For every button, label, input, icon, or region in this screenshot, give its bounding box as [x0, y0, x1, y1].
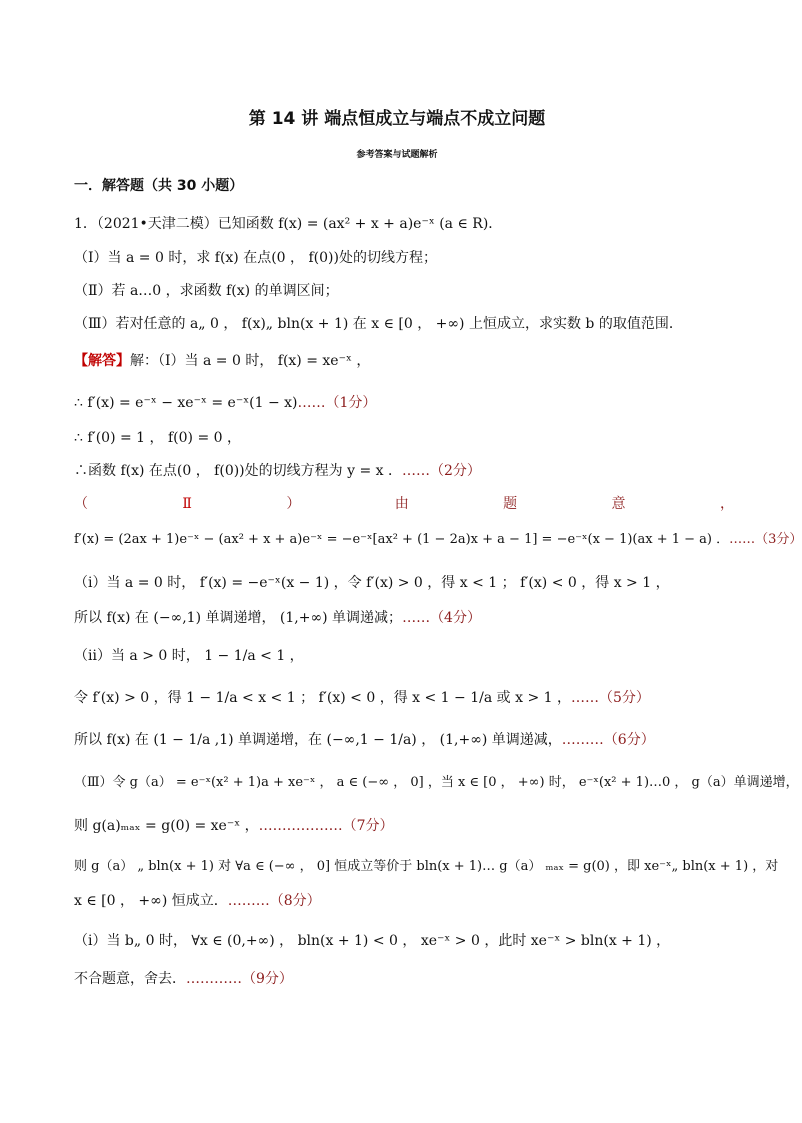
score-mark: ……（4分）	[402, 610, 481, 626]
solution-line-17	[74, 969, 734, 989]
problem-stem: 1．（2021•天津二模）已知函数 f(x) = (ax² + x + a)e⁻ˣ (a ∈ R)．	[74, 216, 503, 232]
score-mark: ……（1分）	[297, 395, 377, 411]
problem-part-2: （Ⅱ）若 a…0 ，求函数 f(x) 的单调区间；	[74, 283, 339, 299]
spread-char: （	[74, 496, 88, 512]
solution-line-8	[74, 608, 734, 628]
solution-line-7: （ⅰ）当 a = 0 时， f′(x) = −e⁻ˣ(x − 1) ，令 f′(x) > 0 ，得 x < 1 ； f′(x) < 0 ，得 x > 1 ，	[74, 575, 670, 591]
solution-line-15	[74, 891, 734, 911]
score-mark: ………（8分）	[227, 893, 321, 909]
spread-char: ，	[719, 496, 734, 512]
solution-line-10-text: 令 f′(x) > 0 ，得 1 − 1/a < x < 1 ； f′(x) < 0 ，得 x < 1 − 1/a 或 x > 1 ，	[74, 690, 571, 706]
solution-line-11-text: 所以 f(x) 在 (1 − 1/a ,1) 单调递增，在 (−∞,1 − 1/a) ， (1,+∞) 单调递减，	[74, 732, 562, 748]
problem-part-1: （Ⅰ）当 a = 0 时，求 f(x) 在点(0 ， f(0))处的切线方程；	[74, 250, 437, 266]
solution-line-3: ∴ f′(0) = 1 ， f(0) = 0 ，	[74, 430, 241, 446]
solution-line-1-text: 解：（Ⅰ）当 a = 0 时， f(x) = xe⁻ˣ ，	[130, 353, 371, 369]
solution-line-15-text: x ∈ [0 ， +∞) 恒成立．	[74, 893, 228, 909]
spread-char: 由	[394, 496, 409, 512]
score-mark: …………（9分）	[186, 971, 293, 987]
solution-line-13	[74, 816, 734, 836]
solution-line-13-text: 则 g(a)ₘₐₓ = g(0) = xe⁻ˣ ，	[74, 818, 259, 834]
page-subtitle: 参考答案与试题解析	[356, 150, 438, 160]
solution-label: 【解答】	[74, 353, 130, 369]
solution-line-2-text: ∴ f′(x) = e⁻ˣ − xe⁻ˣ = e⁻ˣ(1 − x)	[74, 395, 298, 411]
spread-char: 题	[503, 496, 518, 512]
solution-line-16: （ⅰ）当 b„ 0 时， ∀x ∈ (0,+∞) ， bln(x + 1) < 0 ， xe⁻ˣ > 0 ，此时 xe⁻ˣ > bln(x + 1) ，	[74, 933, 671, 949]
solution-line-1	[74, 351, 734, 371]
solution-line-6	[74, 530, 802, 550]
solution-line-4-text: ∴函数 f(x) 在点(0 ， f(0))处的切线方程为 y = x ．	[74, 463, 402, 479]
score-mark: ………………（7分）	[258, 818, 394, 834]
solution-line-12: （Ⅲ）令 g（a） = e⁻ˣ(x² + 1)a + xe⁻ˣ ， a ∈ (−∞ ， 0] ，当 x ∈ [0 ， +∞) 时， e⁻ˣ(x² + 1)…0 ， g（a）单调递增，	[74, 775, 799, 790]
solution-line-4	[74, 461, 734, 481]
solution-line-9: （ⅱ）当 a > 0 时， 1 − 1/a < 1 ，	[74, 648, 304, 664]
score-mark: ………（6分）	[561, 732, 655, 748]
score-mark: ……（2分）	[401, 463, 481, 479]
spread-char: ）	[286, 496, 301, 512]
solution-line-5	[74, 494, 734, 514]
solution-line-6-text: f′(x) = (2ax + 1)e⁻ˣ − (ax² + x + a)e⁻ˣ = −e⁻ˣ[ax² + (1 − 2a)x + a − 1] = −e⁻ˣ(x − 1)(ax + 1 − a) ．	[74, 532, 730, 547]
solution-line-2	[74, 393, 734, 413]
solution-line-10	[74, 688, 734, 708]
section-heading: 一．解答题（共 30 小题）	[74, 178, 244, 194]
score-mark: ……（3分）	[729, 532, 802, 547]
solution-line-17-text: 不合题意，舍去．	[74, 971, 186, 987]
problem-part-3: （Ⅲ）若对任意的 a„ 0 ， f(x)„ bln(x + 1) 在 x ∈ [0 ， +∞) 上恒成立，求实数 b 的取值范围．	[74, 316, 683, 332]
solution-line-11	[74, 730, 734, 750]
score-mark: ……（5分）	[570, 690, 650, 706]
page-title: 第 14 讲 端点恒成立与端点不成立问题	[248, 109, 546, 129]
solution-line-8-text: 所以 f(x) 在 (−∞,1) 单调递增， (1,+∞) 单调递减；	[74, 610, 403, 626]
solution-line-14: 则 g（a） „ bln(x + 1) 对 ∀a ∈ (−∞ ， 0] 恒成立等价于 bln(x + 1)… g（a） ₘₐₓ = g(0) ，即 xe⁻ˣ„ bln(x + 1) ，对	[74, 859, 779, 874]
spread-char: 意	[611, 496, 626, 512]
spread-char: Ⅱ	[182, 496, 192, 512]
